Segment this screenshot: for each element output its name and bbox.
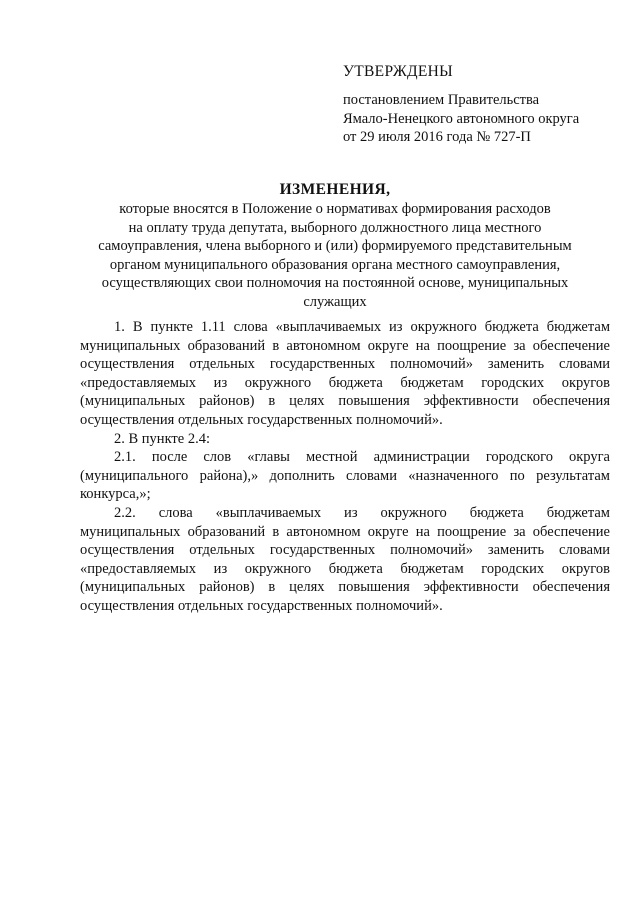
body-line: (муниципального района),» дополнить словами «назначенного по результатам [80, 467, 610, 484]
body-line: осуществления отдельных государственных полномочий». [80, 597, 443, 614]
approval-stamp [343, 62, 633, 147]
body-line: «предоставляемых из окружного бюджета бюджетам городских округов [80, 374, 610, 391]
document-subtitle-line: на оплату труда депутата, выборного должностного лица местного [128, 219, 542, 236]
paragraph-2 [80, 430, 610, 449]
body-line: (муниципальных районов) в целях повышения эффективности обеспечения [80, 393, 610, 410]
body-line: 2.2. слова «выплачиваемых из окружного бюджета бюджетам [114, 504, 610, 521]
body-line: 2.1. после слов «главы местной администрации городского округа [114, 449, 610, 466]
document-subtitle-line: служащих [303, 293, 367, 310]
document-title-block [70, 180, 600, 311]
body-line: 2. В пункте 2.4: [114, 430, 210, 447]
body-line: «предоставляемых из окружного бюджета бюджетам городских округов [80, 560, 610, 577]
body-line: осуществления отдельных государственных полномочий» заменить словами [80, 356, 610, 373]
approval-line: Ямало-Ненецкого автономного округа [343, 110, 580, 127]
approval-heading: УТВЕРЖДЕНЫ [343, 63, 453, 80]
document-subtitle-line: которые вносятся в Положение о нормативах формирования расходов [119, 201, 551, 217]
document-subtitle-line: самоуправления, члена выборного и (или) формируемого представительным [98, 238, 572, 254]
document-title: ИЗМЕНЕНИЯ, [279, 181, 391, 198]
body-line: конкурса,»; [80, 486, 151, 503]
paragraph-2-2 [80, 504, 610, 616]
approval-line: постановлением Правительства [343, 92, 540, 108]
paragraph-1 [80, 318, 610, 430]
document-subtitle-line: осуществляющих свои полномочия на постоянной основе, муниципальных [101, 275, 569, 291]
approval-line: от 29 июля 2016 года № 727-П [343, 129, 531, 145]
body-line: осуществления отдельных государственных полномочий» заменить словами [80, 542, 610, 559]
body-line: муниципальных образований в автономном округе на поощрение за обеспечение [80, 337, 610, 354]
document-body [80, 318, 610, 616]
body-line: осуществления отдельных государственных полномочий». [80, 411, 443, 428]
paragraph-2-1 [80, 448, 610, 504]
document-subtitle-line: органом муниципального образования органа местного самоуправления, [109, 256, 561, 273]
body-line: (муниципальных районов) в целях повышения эффективности обеспечения [80, 579, 610, 596]
body-line: 1. В пункте 1.11 слова «выплачиваемых из окружного бюджета бюджетам [114, 319, 610, 335]
body-line: муниципальных образований в автономном округе на поощрение за обеспечение [80, 523, 610, 540]
